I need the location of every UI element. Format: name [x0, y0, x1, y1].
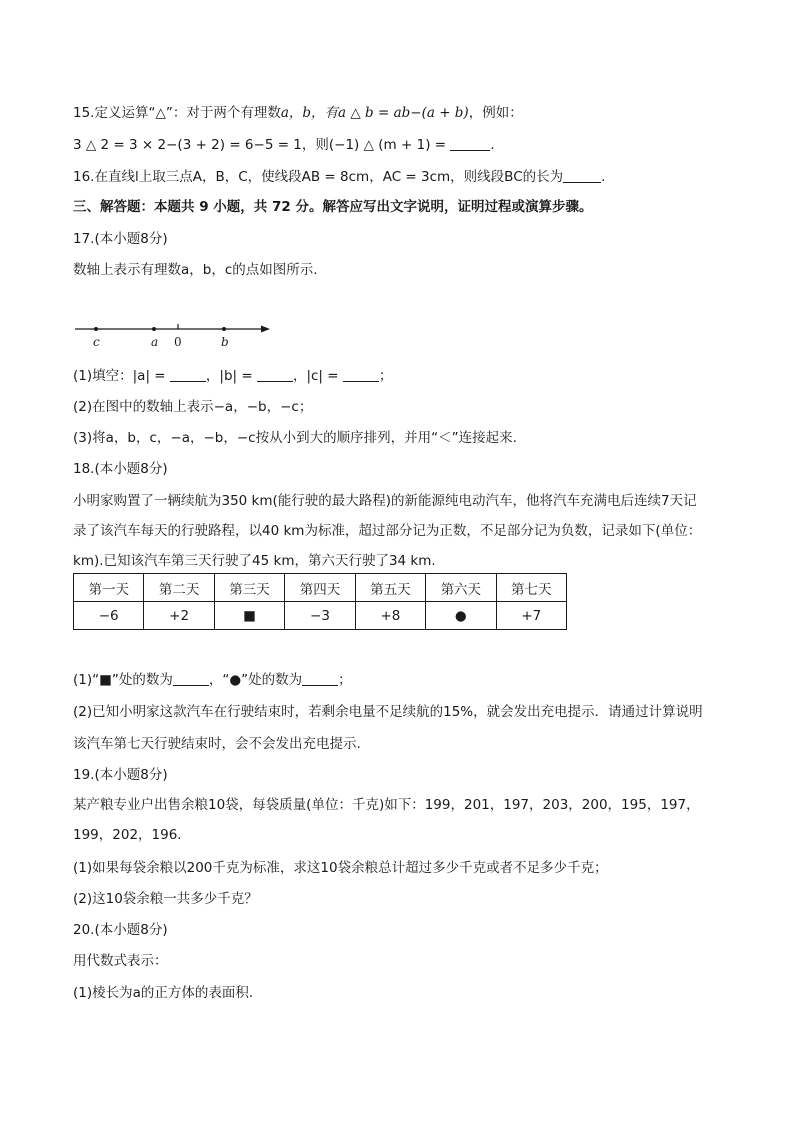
q15-period: .: [490, 137, 495, 153]
q19-part1: (1)如果每袋余粮以200千克为标准，求这10袋余粮总计超过多少千克或者不足多少千克；: [73, 860, 608, 876]
q17-p1-label: (1)填空：|a| =: [73, 368, 170, 384]
label-c: c: [93, 335, 100, 349]
q15-example: 3 △ 2 = 3 × 2−(3 + 2) = 6−5 = 1，则(−1) △ (m + 1) =: [73, 137, 451, 153]
table-cell: +2: [144, 602, 214, 630]
number-line-figure: [73, 318, 283, 356]
q15-text-end: ，例如：: [468, 105, 523, 121]
table-cell: +8: [355, 602, 425, 630]
table-header-cell: 第四天: [285, 574, 355, 602]
q15-line1: [73, 104, 523, 122]
point-c: [94, 327, 98, 331]
q17-title: 17.(本小题8分): [73, 231, 168, 247]
q19-title: 19.(本小题8分): [73, 767, 168, 783]
q15-text: 15.定义运算“△”：对于两个有理数: [73, 105, 281, 121]
q17-part2: (2)在图中的数轴上表示−a，−b，−c；: [73, 399, 313, 415]
number-line-arrow: [261, 326, 270, 333]
q19-stem-1: 某产粮专业户出售余粮10袋，每袋质量(单位：千克)如下：199，201，197，203，200，195，197，: [73, 797, 700, 813]
q20-stem: 用代数式表示：: [73, 953, 168, 969]
q18-stem-1: 小明家购置了一辆续航为350 km(能行驶的最大路程)的新能源纯电动汽车，他将汽车充满电后连续7天记: [73, 493, 697, 509]
table-header-cell: 第五天: [355, 574, 425, 602]
q18-p1-dot-label: ，“●”处的数为: [208, 672, 303, 688]
table-cell: +7: [496, 602, 566, 630]
square-symbol-cell: ■: [214, 602, 284, 630]
q20-title: 20.(本小题8分): [73, 922, 168, 938]
table-header-cell: 第一天: [74, 574, 144, 602]
table-header-cell: 第六天: [426, 574, 496, 602]
q16-period: .: [601, 169, 606, 185]
q15-math: a，b，有a △ b = ab−(a + b): [280, 105, 469, 121]
table-header-cell: 第七天: [496, 574, 566, 602]
point-b: [222, 327, 226, 331]
abs-a-blank[interactable]: [170, 368, 206, 382]
q16-line: [73, 168, 605, 186]
q15-line2: [73, 136, 495, 154]
q18-stem-3: km).已知该汽车第三天行驶了45 km，第六天行驶了34 km.: [73, 553, 436, 569]
dot-value-blank[interactable]: [302, 672, 338, 686]
q17-p1-abs-b: ，|b| =: [205, 368, 257, 384]
q16-text: 16.在直线l上取三点A，B，C，使线段AB = 8cm，AC = 3cm，则线段BC的长为: [73, 169, 564, 185]
section-3-header: 三、解答题：本题共 9 小题，共 72 分。解答应写出文字说明，证明过程或演算步骤。: [73, 199, 593, 215]
q15-answer-blank[interactable]: [450, 137, 490, 151]
q18-stem-2: 录了该汽车每天的行驶路程，以40 km为标准，超过部分记为正数，不足部分记为负数，记录如下(单位：: [73, 523, 702, 539]
q20-part1: (1)棱长为a的正方体的表面积.: [73, 985, 254, 1001]
table-cell: −6: [74, 602, 144, 630]
daily-distance-table: [73, 573, 567, 630]
dot-symbol-cell: ●: [426, 602, 496, 630]
q17-p1-abs-c: ，|c| =: [292, 368, 343, 384]
q17-p1-end: ；: [378, 368, 393, 384]
q19-part2: (2)这10袋余粮一共多少千克？: [73, 891, 258, 907]
square-value-blank[interactable]: [173, 672, 209, 686]
q19-stem-2: 199，202，196.: [73, 827, 182, 843]
abs-b-blank[interactable]: [257, 368, 293, 382]
label-b: b: [221, 335, 229, 349]
table-row: [74, 574, 567, 602]
table-cell: −3: [285, 602, 355, 630]
q16-answer-blank[interactable]: [563, 169, 601, 183]
point-a: [152, 327, 156, 331]
table-row: [74, 602, 567, 630]
label-zero: 0: [174, 335, 182, 349]
q17-part3: (3)将a，b，c，−a，−b，−c按从小到大的顺序排列，并用“＜”连接起来.: [73, 430, 517, 446]
q17-stem: 数轴上表示有理数a，b，c的点如图所示.: [73, 262, 318, 278]
table-header-cell: 第三天: [214, 574, 284, 602]
q18-p1-square-label: (1)“■”处的数为: [73, 672, 173, 688]
q18-part2-line1: (2)已知小明家这款汽车在行驶结束时，若剩余电量不足续航的15%，就会发出充电提示．请通过计算说明: [73, 704, 703, 720]
q18-p1-end: ；: [338, 672, 352, 688]
abs-c-blank[interactable]: [343, 368, 379, 382]
label-a: a: [151, 335, 159, 349]
table-header-cell: 第二天: [144, 574, 214, 602]
q18-part1: [73, 671, 352, 689]
q17-part1: [73, 367, 392, 385]
q18-part2-line2: 该汽车第七天行驶结束时，会不会发出充电提示.: [73, 736, 361, 752]
q18-title: 18.(本小题8分): [73, 461, 168, 477]
